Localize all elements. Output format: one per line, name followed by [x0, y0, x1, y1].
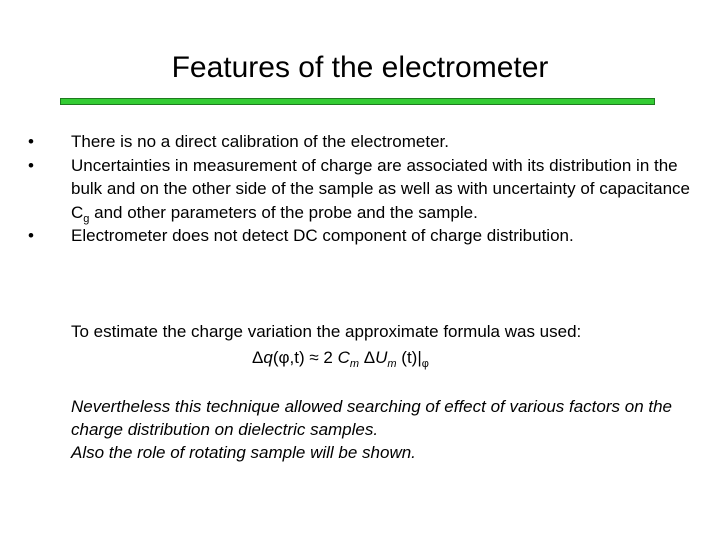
bullet-text-rest: and other parameters of the probe and the sample. [89, 202, 478, 222]
bullet-dot: • [28, 132, 34, 151]
title-underline [60, 98, 655, 105]
formula [252, 346, 429, 369]
closing-line: Also the role of rotating sample will be shown. [71, 443, 416, 462]
formula-u: U [375, 348, 388, 367]
formula-intro: To estimate the charge variation the approximate formula was used: [71, 322, 582, 341]
formula-delta: Δ [252, 348, 264, 367]
capacitance-subscript: g [83, 212, 90, 225]
formula-q: q [263, 348, 273, 367]
slide-title: Features of the electrometer [171, 51, 549, 84]
formula-args: (φ,t) ≈ 2 [272, 348, 338, 367]
bullet-item [28, 224, 698, 248]
bullet-text: There is no a direct calibration of the electrometer. [71, 132, 449, 151]
bullet-item [28, 130, 698, 154]
formula-delta2: Δ [359, 348, 376, 367]
closing-line: Nevertheless this technique allowed searching of effect of various factors on the charge distribution on dielectric samples. [71, 397, 673, 439]
bullet-list [28, 130, 698, 248]
formula-c: C [337, 348, 350, 367]
formula-u-sub: m [387, 358, 397, 370]
bullet-dot: • [28, 226, 34, 245]
closing-paragraph [71, 395, 691, 464]
formula-c-sub: m [349, 358, 360, 370]
bullet-item [28, 154, 698, 225]
bullet-text-main: Uncertainties in measurement of charge are associated with its distribution in the bulk and on the other side of the sample as well as with uncertainty of capacitance C [71, 155, 690, 222]
formula-tail: (t)| [396, 348, 422, 367]
bullet-dot: • [28, 155, 34, 175]
formula-tail-sub: φ [421, 358, 429, 370]
bullet-text: Electrometer does not detect DC component of charge distribution. [71, 226, 574, 245]
bullet-text [71, 155, 690, 225]
